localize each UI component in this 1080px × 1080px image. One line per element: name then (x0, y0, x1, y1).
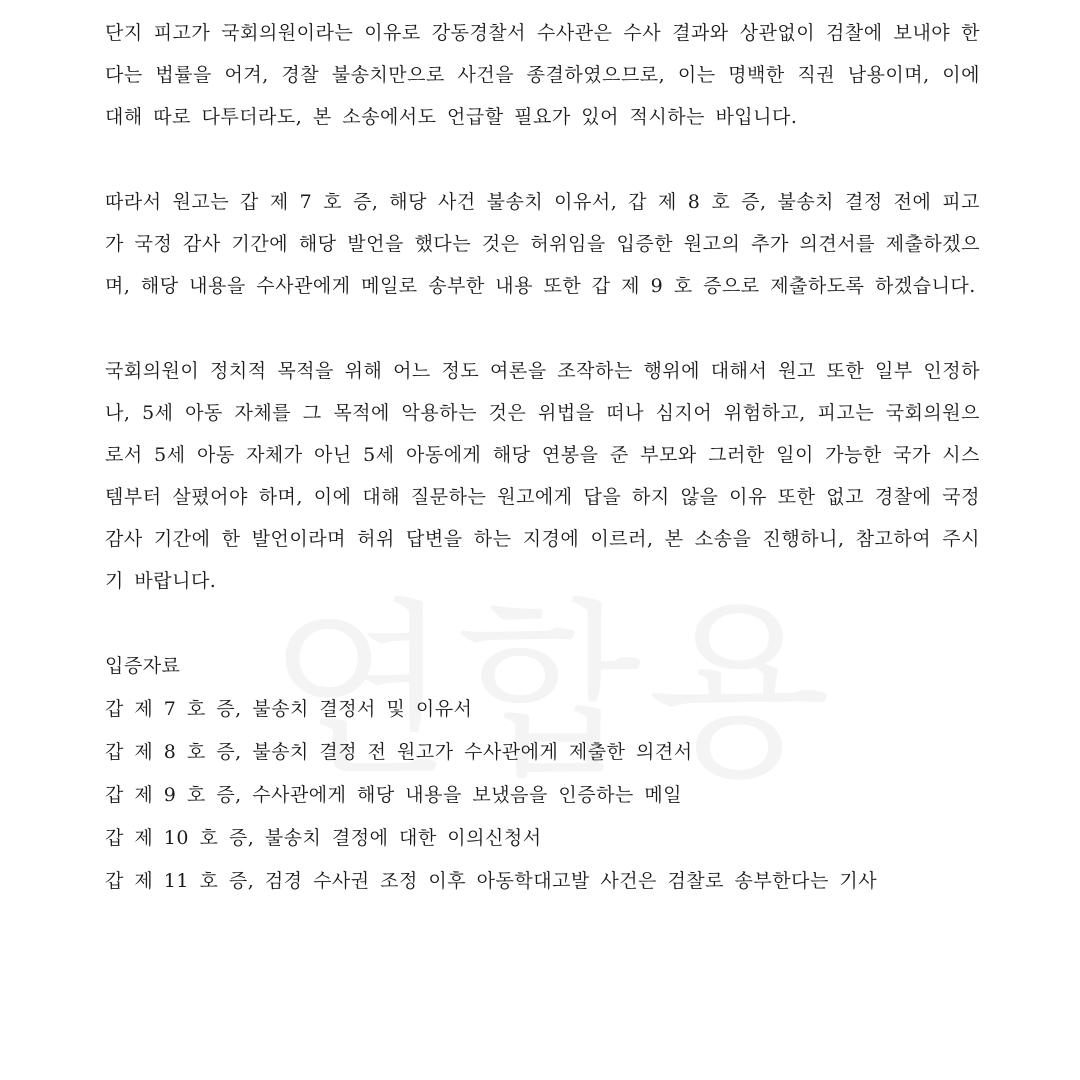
evidence-item-10: 갑 제 10 호 증, 불송치 결정에 대한 이의신청서 (105, 827, 542, 849)
evidence-item-7: 갑 제 7 호 증, 불송치 결정서 및 이유서 (105, 698, 473, 720)
evidence-item-9: 갑 제 9 호 증, 수사관에게 해당 내용을 보냈음을 인증하는 메일 (105, 784, 683, 806)
evidence-item-11: 갑 제 11 호 증, 검경 수사권 조정 이후 아동학대고발 사건은 검찰로 송부한다는 기사 (105, 870, 878, 892)
evidence-list (105, 688, 980, 903)
paragraph-evidence-submission: 따라서 원고는 갑 제 7 호 증, 해당 사건 불송치 이유서, 갑 제 8 호 증, 불송치 결정 전에 피고가 국정 감사 기간에 해당 발언을 했다는 것은 허위임을 입증한 원고의 추가 의견서를 제출하겠으며, 해당 내용을 수사관에게 메일로 송부한 내용 또한 갑 제 9 호 증으로 제출하도록 하겠습니다. (105, 191, 980, 297)
evidence-title: 입증자료 (105, 655, 181, 677)
evidence-section (105, 645, 980, 903)
paragraph-abuse-of-authority: 단지 피고가 국회의원이라는 이유로 강동경찰서 수사관은 수사 결과와 상관없이 검찰에 보내야 한다는 법률을 어겨, 경찰 불송치만으로 사건을 종결하였으므로, 이는 명백한 직권 남용이며, 이에 대해 따로 다투더라도, 본 소송에서도 언급할 필요가 있어 적시하는 바입니다. (105, 22, 980, 128)
paragraph-argument: 국회의원이 정치적 목적을 위해 어느 정도 여론을 조작하는 행위에 대해서 원고 또한 일부 인정하나, 5세 아동 자체를 그 목적에 악용하는 것은 위법을 떠나 심지어 위험하고, 피고는 국회의원으로서 5세 아동 자체가 아닌 5세 아동에게 해당 연봉을 준 부모와 그러한 일이 가능한 국가 시스템부터 살폈어야 하며, 이에 대해 질문하는 원고에게 답을 하지 않을 이유 또한 없고 경찰에 국정 감사 기간에 한 발언이라며 허위 답변을 하는 지경에 이르러, 본 소송을 진행하니, 참고하여 주시기 바랍니다. (105, 360, 980, 592)
document-body (105, 12, 980, 903)
evidence-item-8: 갑 제 8 호 증, 불송치 결정 전 원고가 수사관에게 제출한 의견서 (105, 741, 693, 763)
